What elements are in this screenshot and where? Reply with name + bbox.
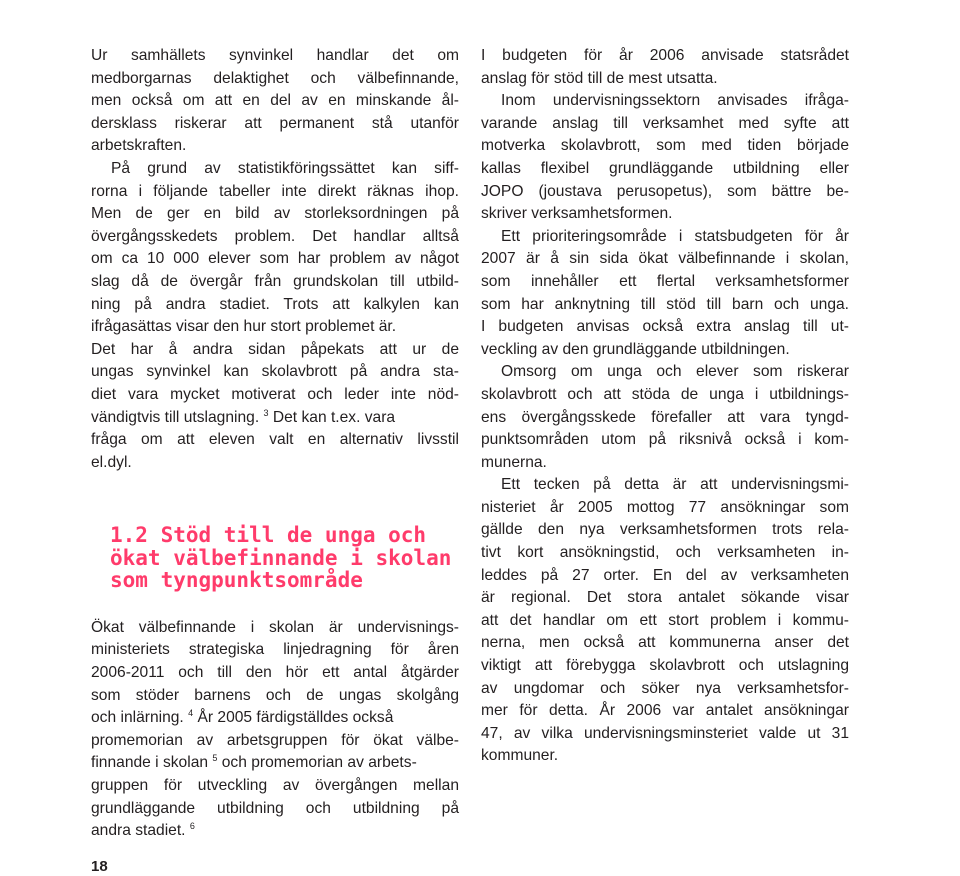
text-line: är regional. Det stora antalet sökande visar <box>481 589 849 607</box>
text-line: I budgeten för år 2006 anvisade statsrådet <box>481 47 849 64</box>
text-line: nerna, men också att kommunerna anser det <box>481 634 849 652</box>
text-line: arbetskraften. <box>91 137 187 155</box>
text-line: 2006-2011 och till den hör ett antal åtgärder <box>91 663 459 681</box>
text-fragment: Det kan t.ex. vara <box>272 408 396 426</box>
left-paragraph-4 <box>91 617 459 843</box>
text-line: grundläggande utbildning och utbildning på <box>91 799 459 817</box>
left-paragraph-2 <box>91 158 459 339</box>
text-line: tivt kort ansökningstid, och verksamheten in- <box>481 544 849 562</box>
text-line: Det har å andra sidan påpekats att ur de <box>91 340 459 358</box>
text-line: som har anknytning till stöd till barn och unga. <box>481 295 849 313</box>
text-line: Men de ger en bild av storleksordningen på <box>91 205 459 223</box>
text-line: dersklass riskerar att permanent stå utanför <box>91 114 459 132</box>
text-line: ning på andra stadiet. Trots att kalkylen kan <box>91 295 459 313</box>
right-paragraph-5 <box>481 474 849 768</box>
text-line: av ungdomar och söker nya verksamhetsfor- <box>481 679 849 697</box>
text-line: leddes på 27 orter. En del av verksamheten <box>481 566 849 584</box>
text-line: som stöder barnens och de ungas skolgång <box>91 686 459 704</box>
text-line: ministeriets strategiska linjedragning för åren <box>91 641 459 659</box>
left-column <box>91 45 459 843</box>
text-line: kallas flexibel grundläggande utbildning eller <box>481 159 849 177</box>
text-fragment: och inlärning. <box>91 709 184 727</box>
text-line <box>91 707 459 730</box>
text-line: motverka skolavbrott, som med tiden började <box>481 137 849 155</box>
text-line: mer för detta. År 2006 var antalet ansökningar <box>481 702 849 720</box>
text-line: På grund av statistikföringssättet kan siff- <box>111 159 459 177</box>
left-paragraph-3 <box>91 339 459 475</box>
right-paragraph-4 <box>481 361 849 474</box>
text-line: I budgeten anvisas också extra anslag till ut- <box>481 318 849 336</box>
text-line: ungas synvinkel kan skolavbrott på andra sta- <box>91 363 459 381</box>
text-line: viktigt att förebygga skolavbrott och utslagning <box>481 657 849 675</box>
text-line: el.dyl. <box>91 453 132 471</box>
text-line: veckling av den grundläggande utbildningen. <box>481 340 790 358</box>
text-line: ens övergångsskede förefaller att vara tyngd- <box>481 408 849 426</box>
footnote-ref-3: 3 <box>263 407 269 418</box>
text-line <box>91 820 459 843</box>
text-line: Ett tecken på detta är att undervisningsmi- <box>501 476 849 494</box>
text-line: Ökat välbefinnande i skolan är undervisnings- <box>91 618 459 636</box>
text-line: gällde den nya verksamhetsformen trots rela- <box>481 521 849 539</box>
section-heading <box>110 524 459 592</box>
text-line: Ett prioriteringsområde i statsbudgeten för år <box>501 227 849 245</box>
text-line: JOPO (joustava perusopetus), som bättre be- <box>481 182 849 200</box>
text-fragment: År 2005 färdigställdes också <box>197 709 394 727</box>
text-line: fråga om att eleven valt en alternativ livsstil <box>91 431 459 449</box>
text-line: punktsområden utom på riksnivå också i kom- <box>481 431 849 449</box>
footnote-ref-6: 6 <box>189 821 195 832</box>
text-line: kommuner. <box>481 747 559 765</box>
text-line: 2007 är å sin sida ökat välbefinnande i skolan, <box>481 250 849 268</box>
text-line: om ca 10 000 elever som har problem av något <box>91 250 459 268</box>
text-line: övergångsskedets problem. Det handlar alltså <box>91 227 459 245</box>
text-line: skriver verksamhetsformen. <box>481 205 673 223</box>
footnote-ref-5: 5 <box>212 753 218 764</box>
text-line: att det handlar om ett stort problem i kommu- <box>481 611 849 629</box>
text-line: 47, av vilka undervisningsminsteriet valde ut 31 <box>481 724 849 742</box>
right-column <box>481 45 849 768</box>
text-line: anslag för stöd till de mest utsatta. <box>481 69 718 87</box>
text-line: skolavbrott och att stöda de unga i utbildnings- <box>481 385 849 403</box>
text-line: nisteriet år 2005 mottog 77 ansökningar som <box>481 498 849 516</box>
footnote-ref-4: 4 <box>188 708 194 719</box>
text-line: Omsorg om unga och elever som riskerar <box>501 363 849 381</box>
text-line: diet vara mycket motiverat och leder inte nöd- <box>91 385 459 403</box>
text-fragment: andra stadiet. <box>91 822 186 840</box>
text-line: varande anslag till verksamhet med syfte att <box>481 114 849 132</box>
text-line: men också om att en del av en minskande ål- <box>91 92 459 110</box>
text-line: Ur samhällets synvinkel handlar det om <box>91 47 459 64</box>
heading-line: ökat välbefinnande i skolan <box>110 545 452 570</box>
text-fragment: finnande i skolan <box>91 754 209 772</box>
text-line: Inom undervisningssektorn anvisades ifråga- <box>501 92 849 110</box>
right-paragraph-2 <box>481 90 849 226</box>
text-line: medborgarnas delaktighet och välbefinnande, <box>91 69 459 87</box>
heading-line: som tyngpunktsområde <box>110 568 363 593</box>
right-paragraph-3 <box>481 226 849 362</box>
text-line: gruppen för utveckling av övergången mellan <box>91 776 459 794</box>
text-fragment: och promemorian av arbets- <box>221 754 417 772</box>
heading-line: 1.2 Stöd till de unga och <box>110 523 427 548</box>
page-number: 18 <box>91 858 108 875</box>
text-line <box>91 407 459 430</box>
text-line: rorna i följande tabeller inte direkt räknas ihop. <box>91 182 459 200</box>
text-line: slag då de övergår från grundskolan till utbild- <box>91 272 459 290</box>
text-line: ifrågasättas visar den hur stort problemet är. <box>91 318 397 336</box>
text-line: munerna. <box>481 453 547 471</box>
text-line: som innehåller ett flertal verksamhetsformer <box>481 272 849 290</box>
text-line: promemorian av arbetsgruppen för ökat välbe- <box>91 731 459 749</box>
right-paragraph-1 <box>481 45 849 90</box>
text-fragment: vändigtvis till utslagning. <box>91 408 260 426</box>
text-line <box>91 752 459 775</box>
left-paragraph-1 <box>91 45 459 158</box>
